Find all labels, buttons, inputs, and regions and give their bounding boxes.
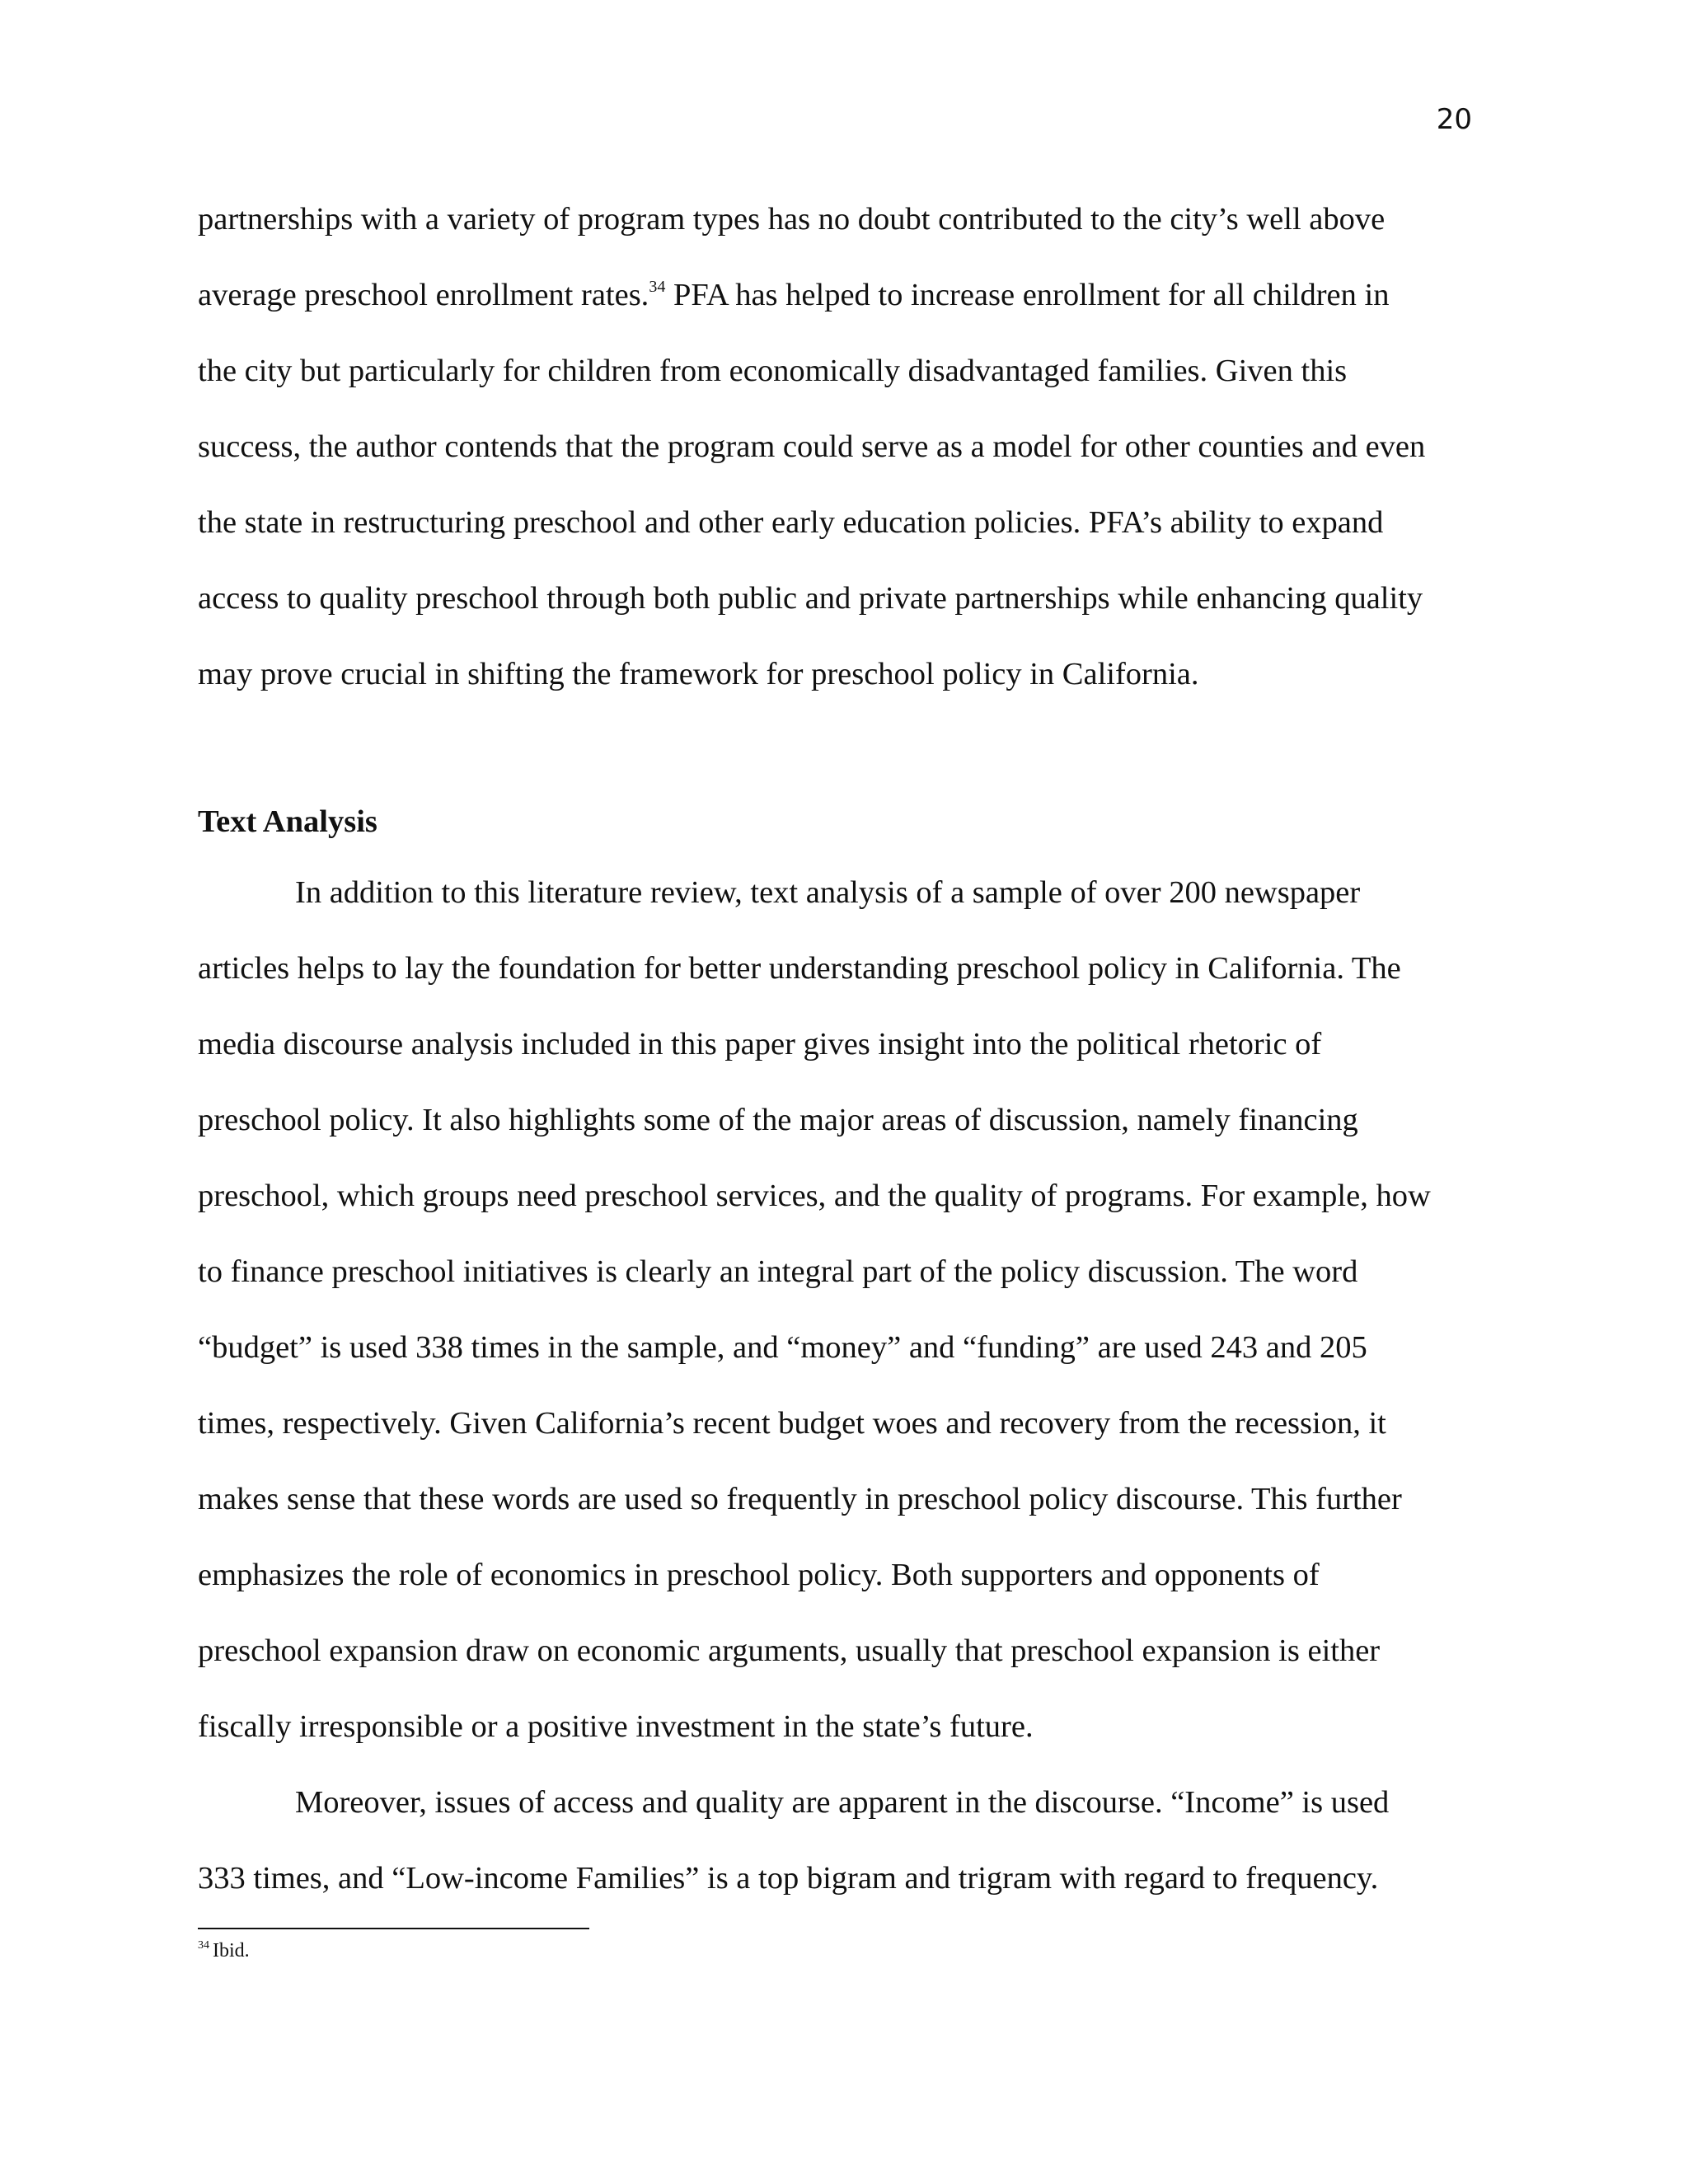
footnote-text: Ibid. (213, 1940, 250, 1961)
paragraph-line-end: PFA has helped to increase enrollment for all children in (673, 278, 1390, 312)
paragraph-line: media discourse analysis included in this paper gives insight into the political rhetoric of (198, 1027, 1322, 1062)
footnote (198, 1937, 250, 1965)
section-body (198, 855, 1480, 1916)
paragraph-line: may prove crucial in shifting the framework for preschool policy in California. (198, 657, 1199, 691)
paragraph-line: preschool expansion draw on economic arguments, usually that preschool expansion is either (198, 1633, 1381, 1668)
paragraph-line: preschool, which groups need preschool services, and the quality of programs. For example, how (198, 1179, 1431, 1213)
paragraph-line: makes sense that these words are used so frequently in preschool policy discourse. This further (198, 1482, 1402, 1516)
paragraph-line: articles helps to lay the foundation for better understanding preschool policy in California. The (198, 951, 1401, 986)
paragraph-line: success, the author contends that the program could serve as a model for other counties and even (198, 429, 1426, 464)
footnote-reference: 34 (649, 278, 666, 296)
paragraph-line: the state in restructuring preschool and other early education policies. PFA’s ability to expand (198, 505, 1384, 540)
paragraph-line: partnerships with a variety of program types has no doubt contributed to the city’s well above (198, 202, 1386, 237)
footnote-divider (198, 1928, 589, 1929)
paragraph-line-start: average preschool enrollment rates. (198, 278, 649, 312)
footnote-number: 34 (198, 1939, 209, 1952)
paragraph-line: emphasizes the role of economics in preschool policy. Both supporters and opponents of (198, 1558, 1320, 1592)
paragraph-line: preschool policy. It also highlights some of the major areas of discussion, namely financing (198, 1103, 1358, 1137)
section-heading: Text Analysis (198, 804, 377, 839)
paragraph-line: “budget” is used 338 times in the sample, and “money” and “funding” are used 243 and 205 (198, 1330, 1367, 1365)
paragraph-line: In addition to this literature review, text analysis of a sample of over 200 newspaper (295, 875, 1361, 910)
paragraph-line-with-footnote (198, 257, 1480, 333)
continued-paragraph (198, 181, 1480, 712)
paragraph-line: times, respectively. Given California’s recent budget woes and recovery from the recession, it (198, 1406, 1386, 1441)
paragraph-line: the city but particularly for children from economically disadvantaged families. Given this (198, 354, 1348, 388)
paragraph-line: fiscally irresponsible or a positive investment in the state’s future. (198, 1709, 1034, 1744)
paragraph-line: access to quality preschool through both public and private partnerships while enhancing quality (198, 581, 1423, 616)
paragraph-line: Moreover, issues of access and quality are apparent in the discourse. “Income” is used (295, 1785, 1390, 1820)
paragraph-line: 333 times, and “Low-income Families” is a top bigram and trigram with regard to frequency. (198, 1861, 1379, 1896)
paragraph-line: to finance preschool initiatives is clearly an integral part of the policy discussion. The word (198, 1254, 1358, 1289)
page-number: 20 (1436, 103, 1472, 136)
